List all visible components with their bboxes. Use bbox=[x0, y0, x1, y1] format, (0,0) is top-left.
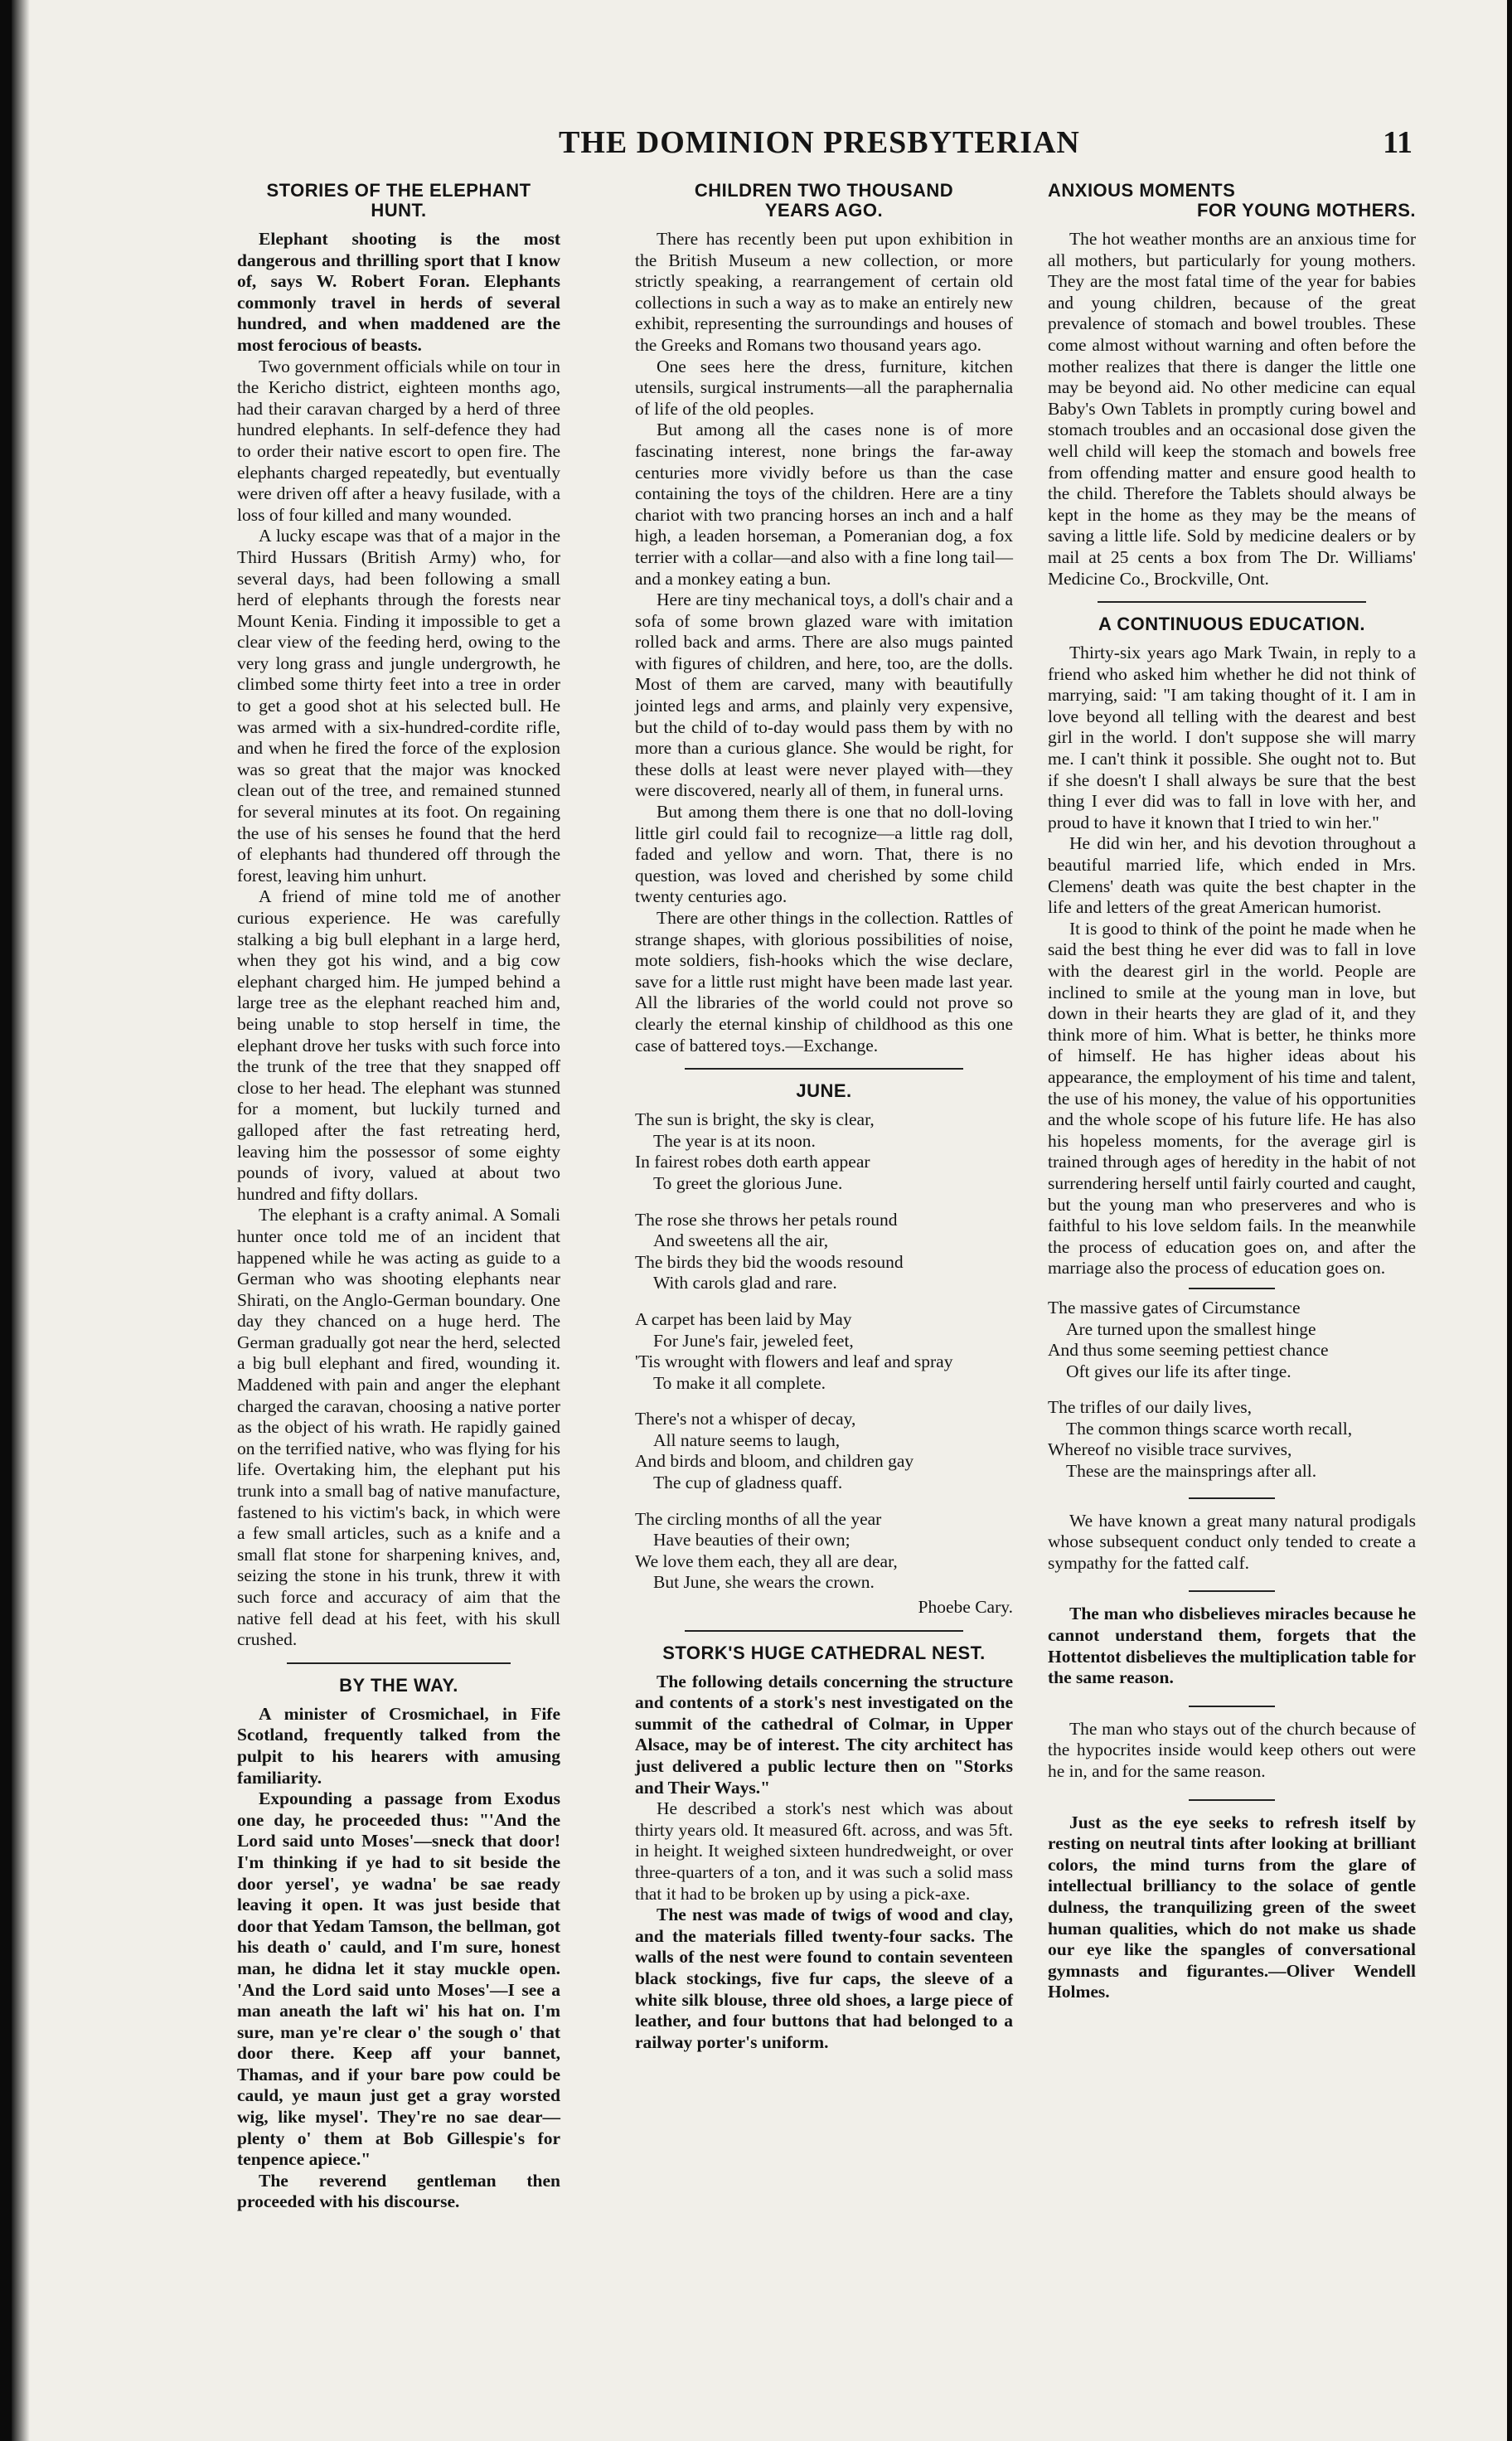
scan-edge-shadow bbox=[12, 0, 30, 2441]
article-paragraph: A minister of Crosmichael, in Fife Scotland, frequently talked from the pulpit to his hearers with amusing familiarity. bbox=[237, 1703, 560, 1788]
article-paragraph: There has recently been put upon exhibition in the British Museum a new collection, or more strictly speaking, a rearrangement of certain old collections in such a way as to make an entirely new exhibit, representing the surroundings and houses of the Greeks and Romans two thousand years ago. bbox=[635, 229, 1013, 355]
section-divider bbox=[287, 1662, 511, 1664]
article-paragraph: A lucky escape was that of a major in the Third Hussars (British Army) who, for several days, had been following a small herd of elephants through the forests near Mount Kenia. Finding it impossible to get a clear view of the feeding herd, owing to the very long grass and jungle undergrowth, he climbed some thirty feet into a tree in order to get a good shot at his selected bull. He was armed with a six-hundred-cordite rifle, and when he fired the force of the explosion was so great that the major was knocked clean out of the tree, and remained stunned for several minutes at its foot. On regaining the use of his senses he found that the herd of elephants had thundered off through the forest, leaving him unhurt. bbox=[237, 526, 560, 886]
section-divider bbox=[685, 1068, 963, 1070]
education-article-body bbox=[1048, 643, 1416, 1279]
article-paragraph: The following details concerning the structure and contents of a stork's nest investigated on the summit of the cathedral of Colmar, in Upper Alsace, may be of interest. The city architect has just delivered a public lecture then on "Storks and Their Ways." bbox=[635, 1671, 1013, 1798]
circumstance-verse bbox=[1048, 1298, 1416, 1483]
poem-stanza: The trifles of our daily lives, The common things scarce worth recall, Whereof no visible trace survives, These are the mainsprings after all. bbox=[1048, 1397, 1353, 1482]
holmes-item: Just as the eye seeks to refresh itself by resting on neutral tints after looking at brilliant colors, the mind turns from the glare of intellectual brilliancy to the solace of gentle dulness, the tranquilizing green of the sweet human qualities, which do not make us shade our eye like the spangles of conversational gymnasts and figurantes.—Oliver Wendell Holmes. bbox=[1048, 1812, 1416, 2002]
newspaper-page bbox=[12, 0, 1507, 2441]
june-poem-title: JUNE. bbox=[796, 1080, 852, 1102]
article-paragraph: He did win her, and his devotion throughout a beautiful married life, which ended in Mrs. Clemens' death was quite the best chapter in the life and letters of the great American humorist. bbox=[1048, 833, 1416, 918]
column-middle bbox=[635, 181, 1013, 2053]
poem-stanza: The massive gates of Circumstance Are turned upon the smallest hinge And thus some seeming pettiest chance Oft gives our life its after tinge. bbox=[1048, 1297, 1329, 1381]
article-paragraph: Two government officials while on tour in the Kericho district, eighteen months ago, had their caravan charged by a herd of three hundred elephants. In self-defence they had to order their native escort to open fire. The elephants charged repeatedly, but eventually were driven off after a heavy fusilade, with a loss of four killed and many wounded. bbox=[237, 356, 560, 525]
article-paragraph: He described a stork's nest which was about thirty years old. It measured 6ft. across, and was 5ft. in height. It weighed sixteen hundredweight, or over three-quarters of a ton, and it was such a solid mass that it had to be broken up by using a pick-axe. bbox=[635, 1798, 1013, 1904]
publication-title: THE DOMINION PRESBYTERIAN bbox=[559, 125, 1080, 160]
poem-stanza: There's not a whisper of decay, All nature seems to laugh, And birds and bloom, and children gay The cup of gladness quaff. bbox=[635, 1409, 914, 1493]
elephant-article-title: STORIES OF THE ELEPHANT HUNT. bbox=[266, 180, 531, 221]
column-left bbox=[237, 181, 560, 2213]
poem-stanza: The rose she throws her petals round And sweetens all the air, The birds they bid the woods resound With carols glad and rare. bbox=[635, 1209, 904, 1293]
children-article-body bbox=[635, 229, 1013, 1056]
article-paragraph: Here are tiny mechanical toys, a doll's chair and a sofa of some brown glazed ware with imitation rolled back and arms. There are also mugs painted with figures of children, and here, too, are the dolls. Most of them are carved, many with beautifully jointed legs and arms, and plainly very expensive, but the child of to-day would pass them by with no more than a curious glance. She would be right, for these dolls at least were never played with—they were discovered, nearly all of them, in funeral urns. bbox=[635, 590, 1013, 801]
poem-author: Phoebe Cary. bbox=[918, 1597, 1013, 1618]
children-article-title: CHILDREN TWO THOUSAND YEARS AGO. bbox=[694, 180, 954, 221]
section-divider bbox=[1189, 1706, 1275, 1707]
section-divider bbox=[1189, 1497, 1275, 1499]
article-paragraph: The nest was made of twigs of wood and clay, and the materials filled twenty-four sacks. The walls of the nest were found to contain seventeen black stockings, five fur caps, the sleeve of a white silk blouse, three old shoes, a large piece of leather, and four buttons that had belonged to a railway porter's uniform. bbox=[635, 1905, 1013, 2052]
education-article-title: A CONTINUOUS EDUCATION. bbox=[1098, 614, 1365, 635]
article-paragraph: The reverend gentleman then proceeded with his discourse. bbox=[237, 2170, 560, 2212]
byway-article-title: BY THE WAY. bbox=[339, 1674, 458, 1696]
church-item: The man who stays out of the church because of the hypocrites inside would keep others out were he in, and for the same reason. bbox=[1048, 1718, 1416, 1781]
page-number: 11 bbox=[1383, 125, 1413, 160]
article-paragraph: The elephant is a crafty animal. A Somali hunter once told me of an incident that happened while he was acting as guide to a German who was shooting elephants near Shirati, on the Anglo-German boundary. One day they chanced on a huge herd. The German gradually got near the herd, selected a big bull elephant and fired, wounding it. Maddened with pain and anger the elephant charged the caravan, choosing a native porter as the object of his wrath. He rapidly gained on the terrified native, who was flying for his life. Overtaking him, the elephant put his trunk into a small bag of native manufacture, fastened to his victim's back, in which were a few small articles, such as a knife and a small flat stone for sharpening knives, and, seizing the stone in his trunk, threw it with such force and accuracy of aim that the native fell dead at his feet, with his skull crushed. bbox=[237, 1205, 560, 1650]
anxious-article-body bbox=[1048, 229, 1416, 590]
elephant-article-body bbox=[237, 229, 560, 1651]
section-divider bbox=[685, 1630, 963, 1632]
article-paragraph: It is good to think of the point he made when he said the best thing he ever did was to fall in love with the dearest girl in the world. People are inclined to smile at the young man in love, but down in their hearts they are glad of it, and they think more of him. What is better, he thinks more of himself. He has higher ideas about his appearance, the employment of his time and talent, the use of his money, the value of his opportunities and the whole scope of his future life. He has also his hopeless moments, for the average girl is trained through ages of heredity in the habit of not surrendering herself until fairly courted and caught, but the young man who preserveres and who is faithful to his love seldom fails. In the meanwhile the process of education goes on, and after the marriage also the process of education goes on. bbox=[1048, 918, 1416, 1279]
article-paragraph: One sees here the dress, furniture, kitchen utensils, surgical instruments—all the paraphernalia of life of the old peoples. bbox=[635, 356, 1013, 419]
poem-stanza: A carpet has been laid by May For June's fair, jeweled feet, 'Tis wrought with flowers and leaf and spray To make it all complete. bbox=[635, 1308, 953, 1393]
article-paragraph: Expounding a passage from Exodus one day, he proceeded thus: "'And the Lord said unto Moses'—sneck that door! I'm thinking if ye had to sit beside the door yersel', ye wadna' be sae ready leaving it open. It was just beside that door that Yedam Tamson, the bellman, got his death o' cauld, and I'm sure, honest man, he didna let it stay muckle open. 'And the Lord said unto Moses'—I see a man aneath the laft wi' his hat on. I'm sure, man ye're clear o' the sough o' that door there. Keep aff your bannet, Thamas, and if your bare pow could be cauld, ye maun just get a gray worsted wig, like mysel'. They're no sae dear—plenty o' them at Bob Gillespie's for tenpence apiece." bbox=[237, 1788, 560, 2170]
column-right bbox=[1048, 181, 1416, 2020]
article-paragraph: There are other things in the collection. Rattles of strange shapes, with glorious possibilities of noise, mote soldiers, fish-hooks which the wise declare, save for a little rust might have been made last year. All the libraries of the world could not prove so clearly the eternal kinship of childhood as this one case of battered toys.—Exchange. bbox=[635, 908, 1013, 1056]
section-divider bbox=[1189, 1288, 1275, 1289]
june-poem bbox=[635, 1109, 1013, 1618]
article-paragraph: But among them there is one that no doll-loving little girl could fail to recognize—a little rag doll, faded and yellow and worn. That, there is no question, was loved and cherished by some child twenty centuries ago. bbox=[635, 802, 1013, 907]
article-paragraph: Thirty-six years ago Mark Twain, in reply to a friend who asked him whether he did not think of marrying, said: "I am taking thought of it. I am in love beyond all telling with the dearest and best girl in the world. I don't suppose she will marry me. I can't think it possible. She ought not to. But if she doesn't I shall always be sure that the best thing I ever did was to fall in love with her, and proud to have it known that I tried to win her." bbox=[1048, 643, 1416, 832]
masthead bbox=[111, 124, 1413, 174]
anxious-article-title: ANXIOUS MOMENTS FOR YOUNG MOTHERS. bbox=[1048, 180, 1416, 221]
stork-article-title: STORK'S HUGE CATHEDRAL NEST. bbox=[662, 1642, 986, 1663]
poem-stanza: The sun is bright, the sky is clear, The year is at its noon. In fairest robes doth earth appear To greet the glorious June. bbox=[635, 1109, 875, 1193]
article-paragraph: A friend of mine told me of another curious experience. He was carefully stalking a big bull elephant in a large herd, when they got his wind, and a big cow elephant charged him. He jumped behind a large tree as the elephant reached him and, being unable to stop herself in time, the elephant drove her tusks with such force into the trunk of the tree that they snapped off close to her head. The elephant was stunned for a moment, but luckily turned and galloped after the fast retreating herd, leaving him the possessor of some eighty pounds of ivory, valued at about two hundred and fifty dollars. bbox=[237, 886, 560, 1204]
section-divider bbox=[1189, 1799, 1275, 1801]
miracles-item: The man who disbelieves miracles because he cannot understand them, forgets that the Hottentot disbelieves the multiplication table for the same reason. bbox=[1048, 1604, 1416, 1688]
article-paragraph: But among all the cases none is of more fascinating interest, none brings the far-away centuries more vividly before us than the case containing the toys of the children. Here are a tiny chariot with two prancing horses an inch and a half high, a leaden horseman, a Pomeranian dog, a fox terrier with a collar—and also with a fine long tail—and a monkey eating a bun. bbox=[635, 420, 1013, 589]
section-divider bbox=[1189, 1590, 1275, 1592]
poem-stanza: The circling months of all the year Have beauties of their own; We love them each, they all are dear, But June, she wears the crown. bbox=[635, 1508, 898, 1593]
byway-article-body bbox=[237, 1704, 560, 2213]
stork-article-body bbox=[635, 1672, 1013, 2054]
article-paragraph: Elephant shooting is the most dangerous and thrilling sport that I know of, says W. Robert Foran. Elephants commonly travel in herds of several hundred, and when maddened are the most ferocious of beasts. bbox=[237, 229, 560, 355]
article-paragraph: The hot weather months are an anxious time for all mothers, but particularly for young mothers. They are the most fatal time of the year for babies and young children, because of the great prevalence of stomach and bowel troubles. These come almost without warning and often before the mother realizes that there is danger the little one may be beyond aid. No other medicine can equal Baby's Own Tablets in promptly curing bowel and stomach troubles and an occasional dose given the well child will keep the stomach and bowels free from offending matter and ensure good health to the child. Therefore the Tablets should always be kept in the home as they may be the means of saving a little life. Sold by medicine dealers or by mail at 25 cents a box from The Dr. Williams' Medicine Co., Brockville, Ont. bbox=[1048, 229, 1416, 589]
section-divider bbox=[1098, 601, 1366, 603]
prodigals-item: We have known a great many natural prodigals whose subsequent conduct only tended to create a sympathy for the fatted calf. bbox=[1048, 1510, 1416, 1573]
